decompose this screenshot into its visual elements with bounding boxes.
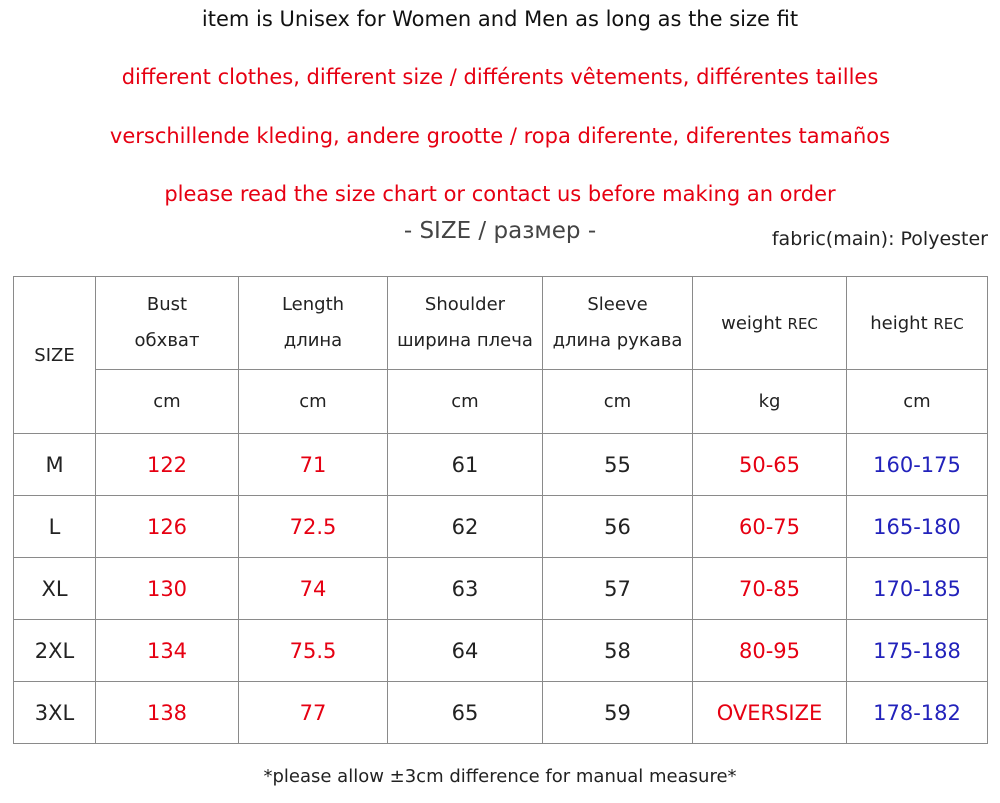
notice-line-3: please read the size chart or contact us before making an order [164,182,836,206]
size-cell: L [14,496,96,558]
sleeve-cell: 59 [543,682,693,744]
bust-cell: 134 [96,620,239,682]
length-cell: 75.5 [239,620,388,682]
weight-cell: 70-85 [693,558,847,620]
unit-cell: cm [239,370,388,434]
unit-cell: cm [543,370,693,434]
size-cell: XL [14,558,96,620]
sleeve-cell: 55 [543,434,693,496]
notice-line-2: verschillende kleding, andere grootte / ropa diferente, diferentes tamaños [109,124,891,148]
weight-cell: 50-65 [693,434,847,496]
bust-cell: 122 [96,434,239,496]
table-row [14,558,988,620]
length-header: Length длина [239,277,388,370]
height-cell: 178-182 [847,682,988,744]
size-header: SIZE [14,277,96,434]
weight-cell: 60-75 [693,496,847,558]
length-cell: 74 [239,558,388,620]
sleeve-cell: 56 [543,496,693,558]
table-row [14,496,988,558]
bust-cell: 130 [96,558,239,620]
table-row [14,434,988,496]
height-cell: 170-185 [847,558,988,620]
fabric-label: fabric(main): Polyester [771,228,988,250]
sleeve-cell: 58 [543,620,693,682]
length-cell: 71 [239,434,388,496]
length-cell: 77 [239,682,388,744]
height-cell: 160-175 [847,434,988,496]
size-cell: M [14,434,96,496]
shoulder-cell: 64 [388,620,543,682]
shoulder-header: Shoulder ширина плеча [388,277,543,370]
size-cell: 3XL [14,682,96,744]
unit-cell: kg [693,370,847,434]
sleeve-cell: 57 [543,558,693,620]
length-cell: 72.5 [239,496,388,558]
shoulder-cell: 62 [388,496,543,558]
bust-cell: 126 [96,496,239,558]
weight-cell: OVERSIZE [693,682,847,744]
size-cell: 2XL [14,620,96,682]
shoulder-cell: 61 [388,434,543,496]
unisex-note: item is Unisex for Women and Men as long as the size fit [201,7,799,31]
table-row [14,620,988,682]
shoulder-cell: 63 [388,558,543,620]
weight-cell: 80-95 [693,620,847,682]
height-cell: 175-188 [847,620,988,682]
weight-header: weight REC [693,277,847,370]
notice-line-1: different clothes, different size / différents vêtements, différentes tailles [121,65,879,89]
bust-header: Bust обхват [96,277,239,370]
shoulder-cell: 65 [388,682,543,744]
unit-cell: cm [847,370,988,434]
size-chart-table [13,276,988,744]
size-chart-title: - SIZE / размер - [403,218,597,244]
unit-cell: cm [388,370,543,434]
sleeve-header: Sleeve длина рукава [543,277,693,370]
height-cell: 165-180 [847,496,988,558]
height-header: height REC [847,277,988,370]
table-row [14,682,988,744]
measure-note: *please allow ±3cm difference for manual measure* [263,766,737,787]
bust-cell: 138 [96,682,239,744]
unit-cell: cm [96,370,239,434]
